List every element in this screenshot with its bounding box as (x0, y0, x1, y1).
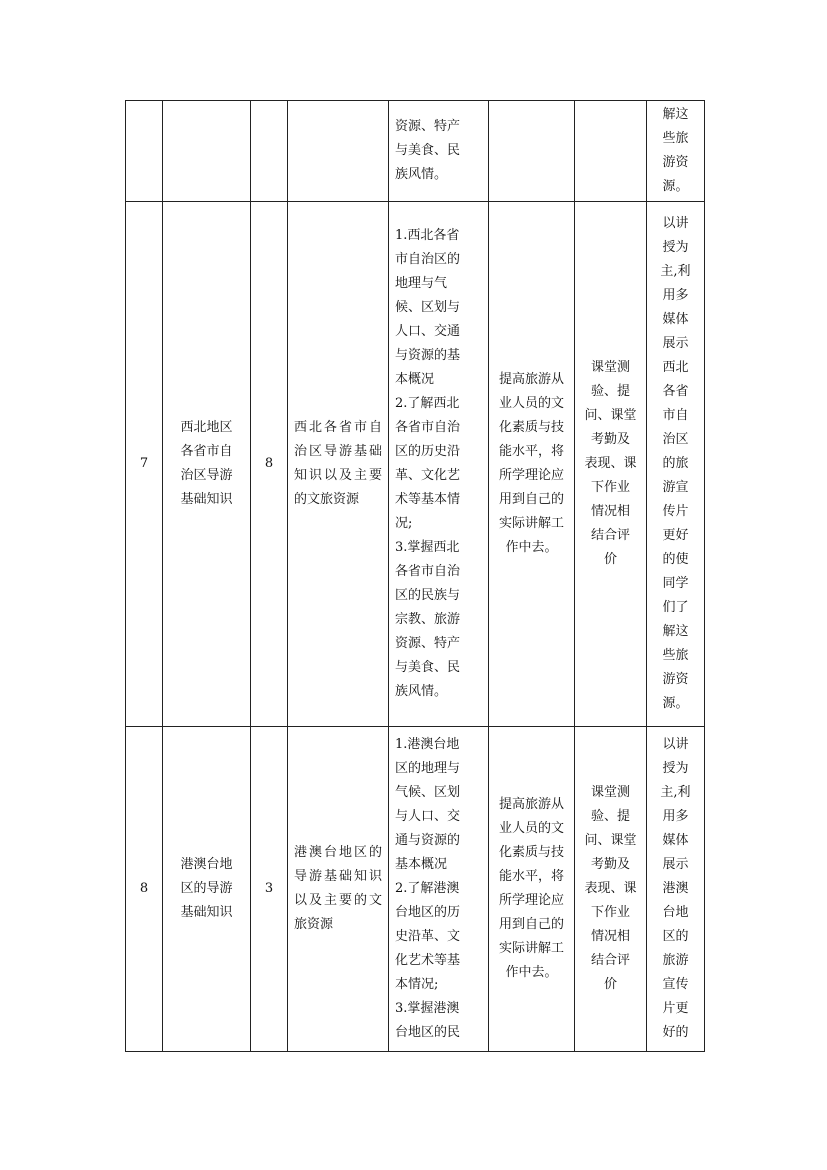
cell-objectives (389, 101, 489, 202)
cell-text-line: 台地区的民 (395, 1025, 461, 1040)
cell-text-line: 台地区的历 (395, 905, 461, 920)
cell-content (288, 101, 389, 202)
cell-text-line: 3.掌握港澳 (395, 1001, 460, 1016)
cell-text-line: 西北地区 (180, 420, 233, 435)
cell-module-name (163, 101, 251, 202)
cell-text-line: 源。 (662, 696, 689, 711)
cell-text-line: 些旅 (662, 131, 689, 146)
cell-text-line: 西北 (662, 360, 689, 375)
cell-text-line: 人口、交通 (395, 324, 461, 339)
cell-text-line: 治区 (662, 432, 689, 447)
cell-text-line: 课堂测 (590, 785, 630, 800)
cell-hours: 3 (251, 727, 288, 1052)
cell-text-line: 表现、课 (584, 456, 637, 471)
cell-text-line: 通与资源的 (395, 833, 461, 848)
cell-text-line: 3.掌握西北 (395, 540, 460, 555)
cell-teaching-method (647, 202, 705, 727)
cell-text-line: 情况相 (590, 929, 630, 944)
cell-text-line: 区的 (662, 929, 689, 944)
cell-text-line: 各省市自治 (395, 564, 461, 579)
cell-text-line: 授为 (662, 240, 689, 255)
cell-text-line: 结合评 (590, 528, 630, 543)
cell-content: 港澳台地区的导游基础知识以及主要的文旅资源 (288, 727, 389, 1052)
cell-text-line: 们了 (662, 600, 689, 615)
cell-text-line: 治区导游 (180, 468, 233, 483)
cell-text-line: 与美食、民 (395, 660, 461, 675)
cell-text-line: 游宣 (662, 480, 689, 495)
cell-text-line: 展示 (662, 857, 689, 872)
table-row (126, 101, 705, 202)
cell-text-line: 革、文化艺 (395, 468, 461, 483)
cell-text-line: 验、提 (590, 809, 630, 824)
cell-text-line: 与人口、交 (395, 809, 461, 824)
cell-text-line: 基础知识 (180, 905, 233, 920)
cell-hours (251, 101, 288, 202)
cell-text-line: 资源、特产 (395, 636, 461, 651)
cell-objectives (389, 202, 489, 727)
cell-goal (489, 101, 575, 202)
cell-text-line: 1.港澳台地 (395, 737, 460, 752)
cell-text-line: 媒体 (662, 833, 689, 848)
cell-text-line: 片更 (662, 1001, 689, 1016)
cell-text-line: 授为 (662, 761, 689, 776)
cell-text-line: 同学 (662, 576, 689, 591)
cell-text-line: 的使 (662, 552, 689, 567)
cell-text-line: 游资 (662, 672, 689, 687)
cell-text-line: 以讲 (662, 737, 689, 752)
cell-text-line: 基础知识 (180, 492, 233, 507)
cell-text-line: 表现、课 (584, 881, 637, 896)
cell-teaching-method (647, 101, 705, 202)
cell-text-line: 区的民族与 (395, 588, 461, 603)
cell-text-line: 族风情。 (395, 684, 448, 699)
cell-text-line: 游资 (662, 155, 689, 170)
cell-text-line: 主,利 (660, 785, 691, 800)
cell-content: 西北各省市自治区导游基础知识以及主要的文旅资源 (288, 202, 389, 727)
cell-text-line: 价 (603, 552, 617, 567)
cell-text-line: 宣传 (662, 977, 689, 992)
cell-text-line: 些旅 (662, 648, 689, 663)
cell-text-line: 区的导游 (180, 881, 233, 896)
cell-text-line: 港澳 (662, 881, 689, 896)
cell-text-line: 验、提 (590, 384, 630, 399)
cell-text-line: 与资源的基 (395, 348, 461, 363)
cell-text-line: 宗教、旅游 (395, 612, 461, 627)
cell-text-line: 用多 (662, 288, 689, 303)
cell-text-line: 本概况 (395, 372, 435, 387)
cell-text-line: 下作业 (590, 480, 630, 495)
cell-text-line: 基本概况 (395, 857, 448, 872)
cell-text-line: 台地 (662, 905, 689, 920)
cell-text-line: 本情况; (395, 977, 439, 992)
cell-text-line: 解这 (662, 624, 689, 639)
table-row (126, 727, 705, 1052)
cell-text-line: 各省市自 (180, 444, 233, 459)
cell-text-line: 各省 (662, 384, 689, 399)
cell-text-line: 地理与气 (395, 276, 448, 291)
cell-text-line: 主,利 (660, 264, 691, 279)
cell-text-line: 源。 (662, 179, 689, 194)
cell-text-line: 术等基本情 (395, 492, 461, 507)
cell-hours: 8 (251, 202, 288, 727)
cell-goal: 提高旅游从业人员的文化素质与技能水平，将所学理论应用到自己的实际讲解工作中去。 (489, 727, 575, 1052)
table-row (126, 202, 705, 727)
cell-text-line: 市自治区的 (395, 252, 461, 267)
cell-number (126, 101, 163, 202)
cell-text-line: 考勤及 (590, 432, 630, 447)
course-schedule-table (125, 100, 705, 1052)
cell-text-line: 展示 (662, 336, 689, 351)
cell-module-name (163, 727, 251, 1052)
cell-text-line: 港澳台地 (180, 857, 233, 872)
cell-number: 7 (126, 202, 163, 727)
cell-teaching-method (647, 727, 705, 1052)
cell-text-line: 候、区划与 (395, 300, 461, 315)
cell-text-line: 市自 (662, 408, 689, 423)
cell-text-line: 结合评 (590, 953, 630, 968)
cell-text-line: 情况相 (590, 504, 630, 519)
cell-text-line: 区的历史沿 (395, 444, 461, 459)
cell-text-line: 的旅 (662, 456, 689, 471)
cell-text-line: 解这 (662, 107, 689, 122)
cell-text-line: 价 (603, 977, 617, 992)
cell-text-line: 问、课堂 (584, 408, 637, 423)
cell-text-line: 下作业 (590, 905, 630, 920)
cell-text-line: 考勤及 (590, 857, 630, 872)
cell-assessment (575, 101, 647, 202)
cell-assessment (575, 727, 647, 1052)
cell-objectives (389, 727, 489, 1052)
cell-text-line: 更好 (662, 528, 689, 543)
cell-text-line: 族风情。 (395, 167, 448, 182)
cell-text-line: 2.了解西北 (395, 396, 460, 411)
cell-text-line: 媒体 (662, 312, 689, 327)
cell-text-line: 以讲 (662, 216, 689, 231)
cell-text-line: 资源、特产 (395, 119, 461, 134)
cell-text-line: 传片 (662, 504, 689, 519)
cell-text-line: 好的 (662, 1025, 689, 1040)
cell-text-line: 课堂测 (590, 360, 630, 375)
cell-text-line: 化艺术等基 (395, 953, 461, 968)
cell-text-line: 史沿革、文 (395, 929, 461, 944)
cell-assessment (575, 202, 647, 727)
cell-text-line: 区的地理与 (395, 761, 461, 776)
cell-text-line: 1.西北各省 (395, 228, 460, 243)
cell-text-line: 各省市自治 (395, 420, 461, 435)
cell-text-line: 2.了解港澳 (395, 881, 460, 896)
cell-text-line: 与美食、民 (395, 143, 461, 158)
cell-text-line: 问、课堂 (584, 833, 637, 848)
cell-text-line: 况; (395, 516, 413, 531)
cell-module-name (163, 202, 251, 727)
cell-goal: 提高旅游从业人员的文化素质与技能水平，将所学理论应用到自己的实际讲解工作中去。 (489, 202, 575, 727)
cell-text-line: 旅游 (662, 953, 689, 968)
cell-text-line: 用多 (662, 809, 689, 824)
cell-text-line: 气候、区划 (395, 785, 461, 800)
cell-number: 8 (126, 727, 163, 1052)
